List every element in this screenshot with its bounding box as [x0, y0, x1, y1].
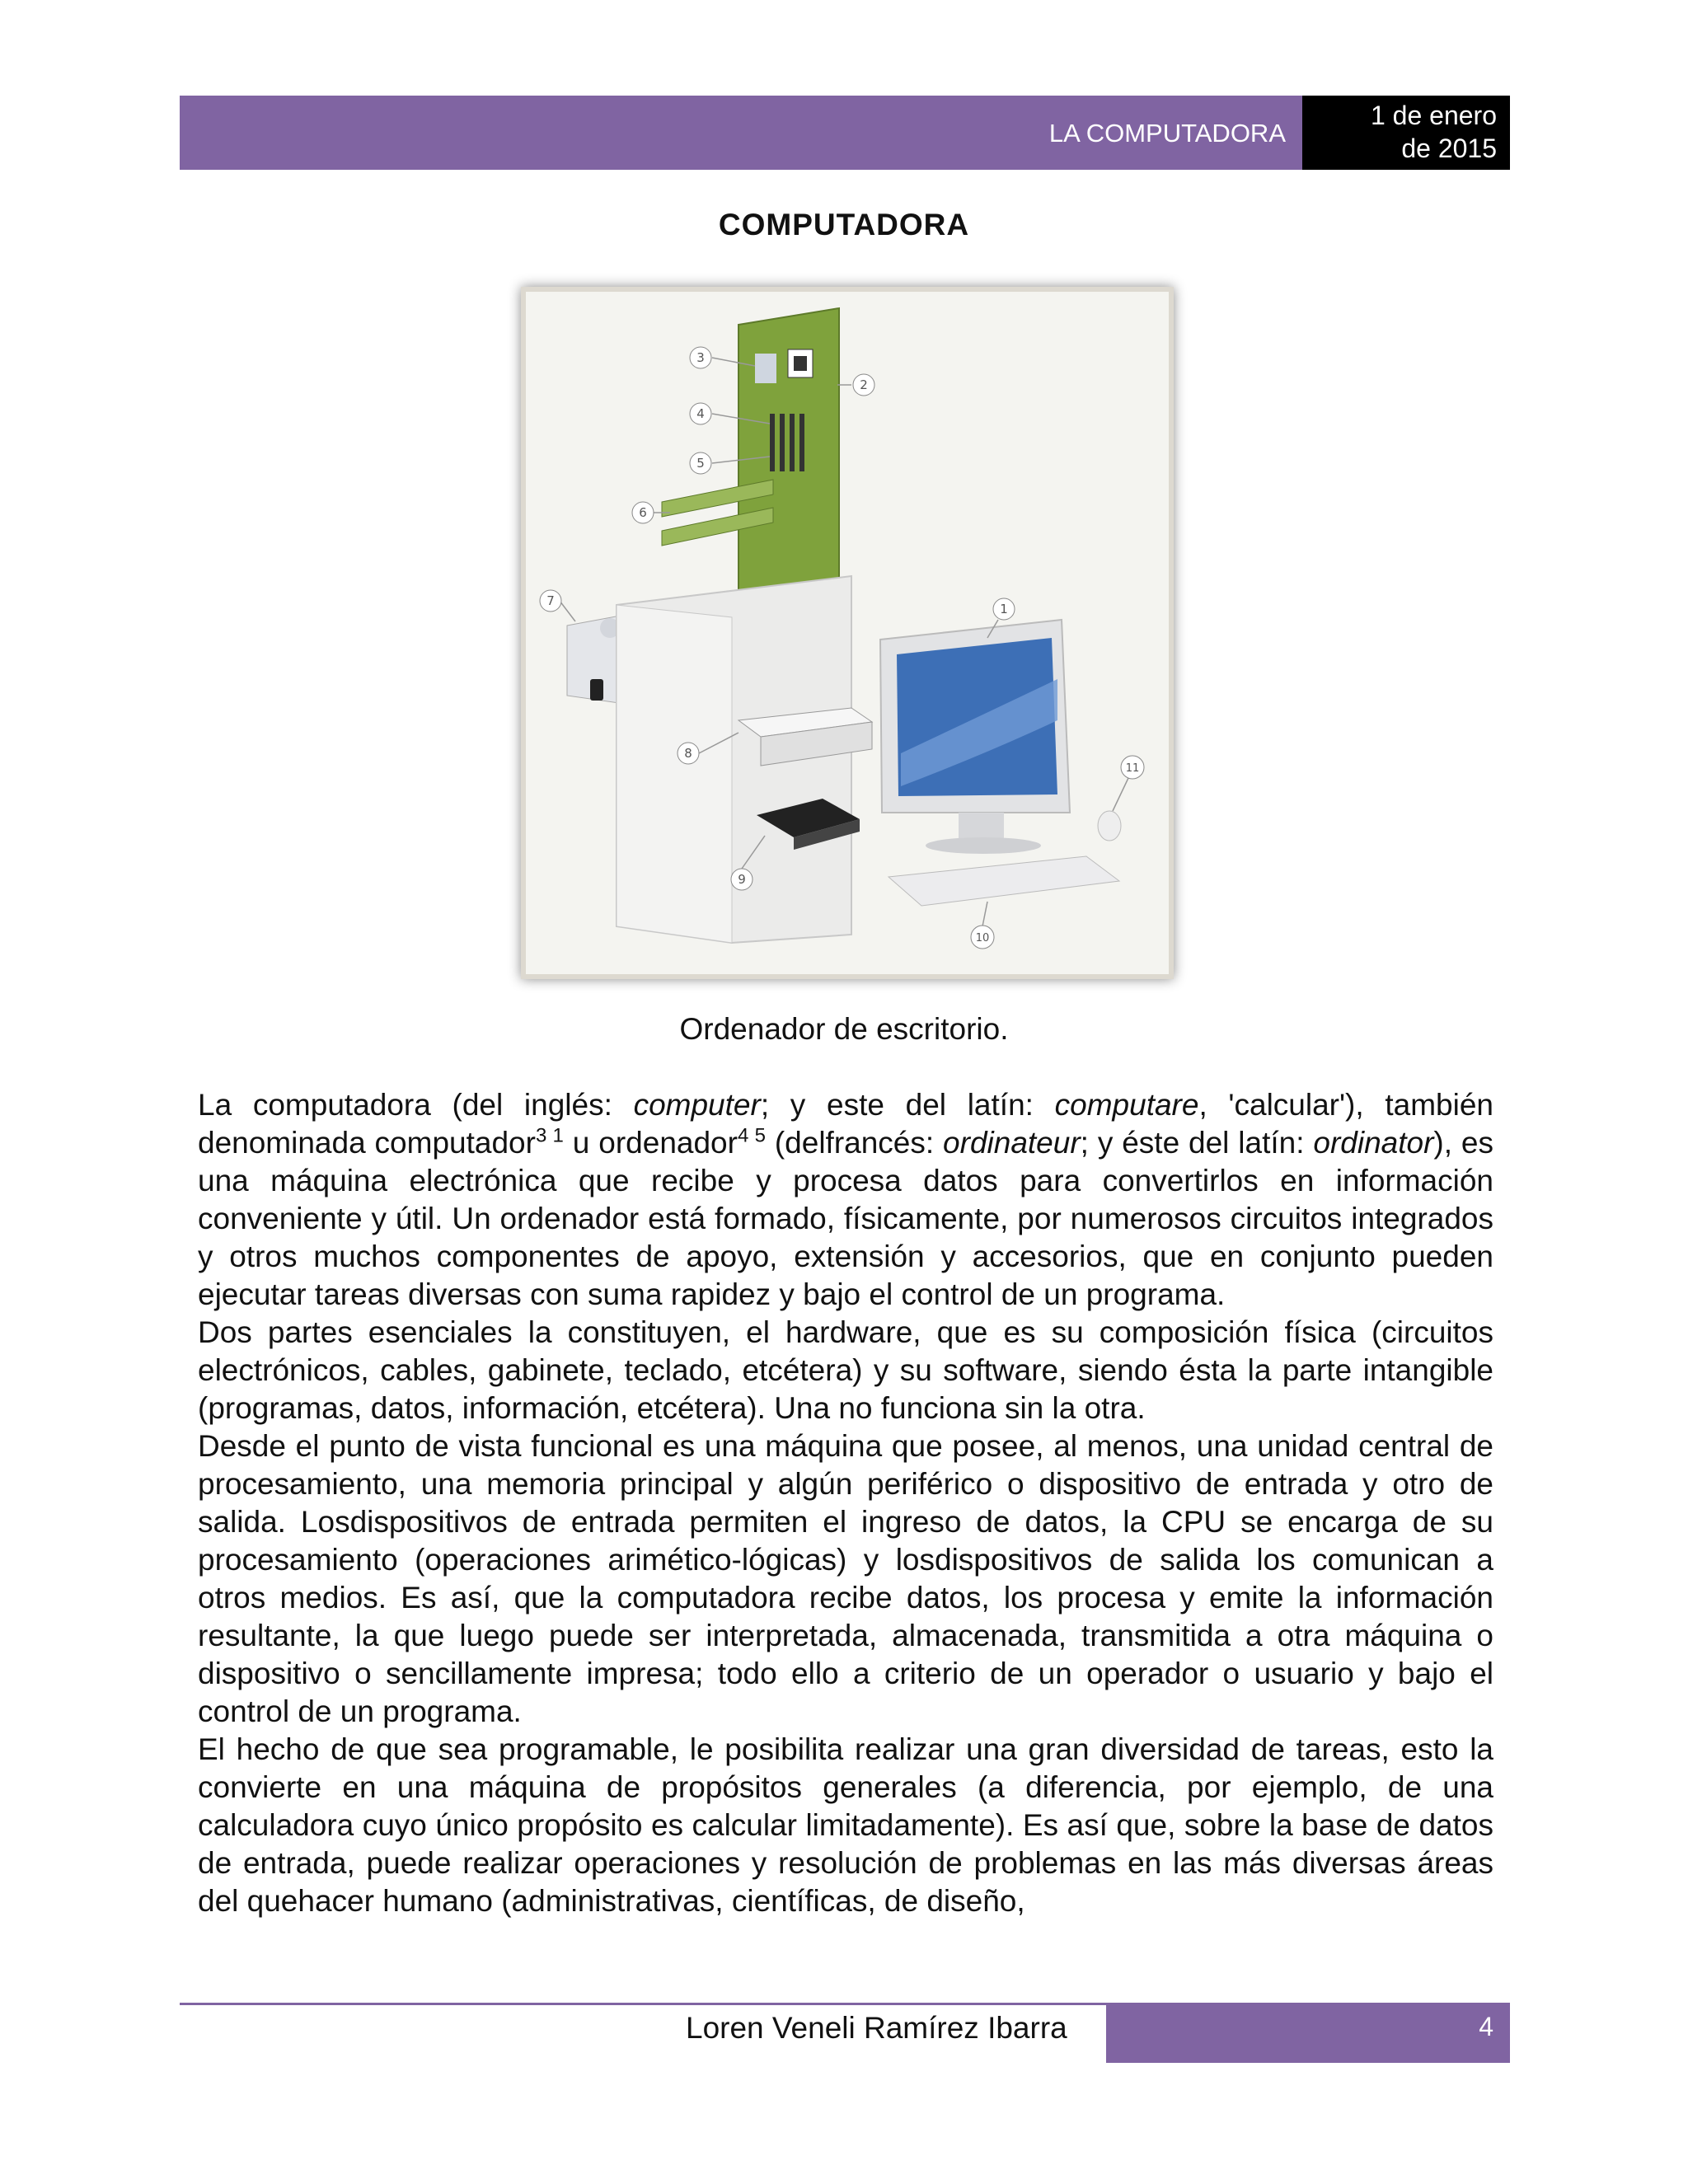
- italic-term: computer: [633, 1088, 761, 1122]
- footnote-ref: 3 1: [535, 1124, 564, 1147]
- callout-label: 8: [684, 746, 692, 761]
- paragraph-intro: [198, 1086, 1493, 1314]
- paragraph-functional: Desde el punto de vista funcional es una máquina que posee, al menos, una unidad central de procesamiento, una memoria principal y algún periférico o dispositivo de entrada y otro de salida. Losdispositivos de entrada permiten el ingreso de datos, la CPU se encarga de su procesamiento (operaciones arimético-lógicas) y losdispositivos de salida los comunican a otros medios. Es así, que la computadora recibe datos, los procesa y emite la información resultante, la que luego puede ser interpretada, almacenada, transmitida a otra máquina o dispositivo o sencillamente impresa; todo ello a criterio de un operador o usuario y bajo el control de un programa.: [198, 1429, 1493, 1728]
- header-date-line1: 1 de enero: [1370, 101, 1497, 130]
- callout-label: 3: [696, 350, 705, 365]
- monitor-stand: [959, 813, 1004, 841]
- body-text: [198, 1086, 1493, 1920]
- callout-label: 7: [546, 593, 555, 608]
- text-run: , 'calcular'), también denominada computador: [198, 1088, 1493, 1160]
- computer-parts-drawing: [526, 292, 1169, 974]
- case-front: [617, 605, 732, 943]
- header-date: [1302, 96, 1510, 170]
- header-section-title: LA COMPUTADORA: [1048, 119, 1286, 148]
- header-bar: [180, 96, 1302, 170]
- callout-label: 2: [860, 377, 868, 392]
- mouse: [1098, 811, 1121, 841]
- callout-label: 6: [639, 505, 647, 520]
- keyboard: [889, 856, 1119, 906]
- footer-author: Loren Veneli Ramírez Ibarra: [686, 2011, 1067, 2045]
- socket-core: [794, 356, 807, 371]
- ram-slot: [790, 414, 795, 471]
- cpu-chip: [755, 354, 776, 383]
- figure-caption: Ordenador de escritorio.: [679, 1012, 1009, 1046]
- ram-slot: [799, 414, 804, 471]
- text-run: ; y este del latín:: [760, 1088, 1055, 1122]
- italic-term: ordinator: [1313, 1126, 1434, 1160]
- italic-term: computare: [1054, 1088, 1199, 1122]
- paragraph-hardware-software: Dos partes esenciales la constituyen, el hardware, que es su composición física (circuitos electrónicos, cables, gabinete, teclado, etcétera) y su software, siendo ésta la parte intangible (programas, datos, información, etcétera). Una no funciona sin la otra.: [198, 1315, 1493, 1425]
- monitor-base: [926, 837, 1041, 854]
- text-run: (delfrancés:: [765, 1126, 944, 1160]
- power-cable: [590, 679, 603, 701]
- callout-label: 4: [696, 406, 705, 421]
- header-date-line2: de 2015: [1401, 134, 1497, 163]
- ram-slot: [780, 414, 785, 471]
- page-number: 4: [1106, 2005, 1510, 2063]
- ram-slot: [770, 414, 775, 471]
- text-run: ; y éste del latín:: [1080, 1126, 1314, 1160]
- callout-label: 5: [696, 456, 705, 471]
- italic-term: ordinateur: [943, 1126, 1081, 1160]
- text-run: ), es una máquina electrónica que recibe y procesa datos para convertirlos en información conveniente y útil. Un ordenador está formado, físicamente, por numerosos circuitos integrados y otros muchos componentes de apoyo, extensión y accesorios, que en conjunto pueden ejecutar tareas diversas con suma rapidez y bajo el control de un programa.: [198, 1126, 1493, 1311]
- computer-illustration: [521, 287, 1174, 979]
- callout-label: 10: [975, 932, 990, 944]
- callout-label: 1: [1000, 602, 1008, 616]
- paragraph-programmable: El hecho de que sea programable, le posibilita realizar una gran diversidad de tareas, esto la convierte en una máquina de propósitos generales (a diferencia, por ejemplo, de una calculadora cuyo único propósito es calcular limitadamente). Es así que, sobre la base de datos de entrada, puede realizar operaciones y resolución de problemas en las más diversas áreas del quehacer humano (administrativas, científicas, de diseño,: [198, 1732, 1493, 1918]
- text-run: La computadora (del inglés:: [198, 1088, 634, 1122]
- footnote-ref: 4 5: [737, 1124, 766, 1147]
- document-title: COMPUTADORA: [718, 208, 970, 241]
- callout-label: 11: [1125, 762, 1140, 775]
- callout-label: 9: [738, 872, 746, 887]
- text-run: u ordenador: [563, 1126, 738, 1160]
